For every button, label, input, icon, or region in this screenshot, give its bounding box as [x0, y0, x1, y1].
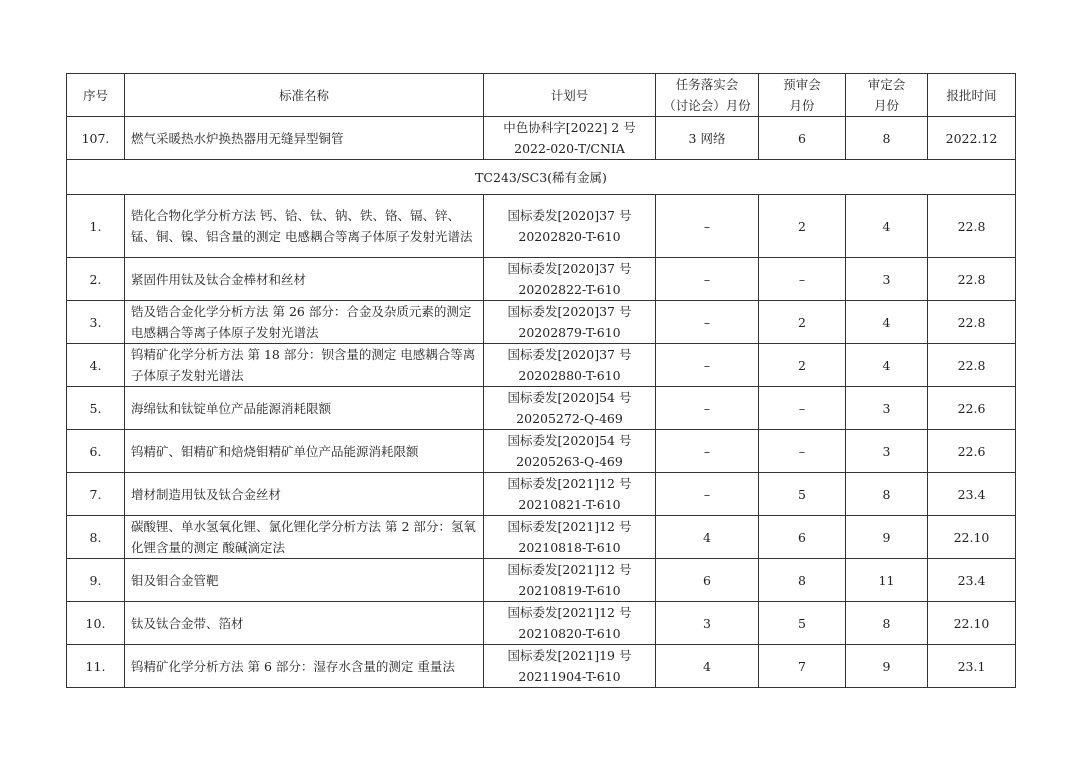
row-seq: 3.: [67, 301, 125, 344]
row-report-time: 2022.12: [928, 117, 1016, 160]
row-final-review-month: 9: [846, 645, 928, 688]
row-report-time: 22.10: [928, 516, 1016, 559]
row-task-month: –: [656, 258, 759, 301]
plan-doc: 国标委发[2020]37 号: [507, 208, 632, 223]
table-row: [67, 258, 1016, 301]
header-final-review-month: 审定会 月份: [846, 74, 928, 117]
row-plan-number: [484, 387, 656, 430]
plan-doc: 国标委发[2020]54 号: [507, 433, 632, 448]
row-task-month: 4: [656, 516, 759, 559]
row-standard-name: 钛及钛合金带、箔材: [125, 602, 484, 645]
row-final-review-month: 11: [846, 559, 928, 602]
plan-code: 2022-020-T/CNIA: [514, 141, 625, 156]
plan-code: 20210819-T-610: [518, 583, 621, 598]
table-row: [67, 387, 1016, 430]
plan-code: 20210821-T-610: [518, 497, 621, 512]
table-row: [67, 602, 1016, 645]
plan-code: 20211904-T-610: [518, 669, 621, 684]
plan-doc: 国标委发[2020]37 号: [507, 347, 632, 362]
row-report-time: 22.10: [928, 602, 1016, 645]
row-final-review-month: 4: [846, 301, 928, 344]
row-report-time: 22.6: [928, 430, 1016, 473]
row-standard-name: 紧固件用钛及钛合金棒材和丝材: [125, 258, 484, 301]
row-task-month: –: [656, 473, 759, 516]
row-standard-name: 燃气采暖热水炉换热器用无缝异型铜管: [125, 117, 484, 160]
row-task-month: –: [656, 344, 759, 387]
row-standard-name: 增材制造用钛及钛合金丝材: [125, 473, 484, 516]
row-plan-number: [484, 117, 656, 160]
table-row: [67, 344, 1016, 387]
plan-doc: 国标委发[2021]12 号: [507, 562, 632, 577]
row-plan-number: [484, 645, 656, 688]
row-pre-review-month: 7: [759, 645, 846, 688]
row-seq: 1.: [67, 195, 125, 258]
header-name: 标准名称: [125, 74, 484, 117]
row-report-time: 22.8: [928, 195, 1016, 258]
row-plan-number: [484, 195, 656, 258]
row-plan-number: [484, 301, 656, 344]
row-report-time: 23.1: [928, 645, 1016, 688]
row-task-month: 4: [656, 645, 759, 688]
row-standard-name: 锆及锆合金化学分析方法 第 26 部分：合金及杂质元素的测定 电感耦合等离子体原子发射光谱法: [125, 301, 484, 344]
plan-code: 20202880-T-610: [518, 368, 621, 383]
row-report-time: 22.8: [928, 344, 1016, 387]
row-plan-number: [484, 559, 656, 602]
row-seq: 10.: [67, 602, 125, 645]
row-standard-name: 钨精矿化学分析方法 第 6 部分：湿存水含量的测定 重量法: [125, 645, 484, 688]
row-task-month: 3: [656, 602, 759, 645]
row-plan-number: [484, 516, 656, 559]
row-report-time: 22.6: [928, 387, 1016, 430]
row-plan-number: [484, 258, 656, 301]
header-row: [67, 74, 1016, 117]
row-task-month: 3 网络: [656, 117, 759, 160]
row-pre-review-month: 5: [759, 473, 846, 516]
table-row: [67, 645, 1016, 688]
row-final-review-month: 4: [846, 344, 928, 387]
table-row: [67, 195, 1016, 258]
plan-code: 20210820-T-610: [518, 626, 621, 641]
row-standard-name: 钼及钼合金管靶: [125, 559, 484, 602]
table-row: [67, 473, 1016, 516]
row-final-review-month: 8: [846, 602, 928, 645]
plan-doc: 国标委发[2020]37 号: [507, 261, 632, 276]
row-final-review-month: 8: [846, 117, 928, 160]
row-standard-name: 钨精矿化学分析方法 第 18 部分：钡含量的测定 电感耦合等离子体原子发射光谱法: [125, 344, 484, 387]
row-pre-review-month: –: [759, 430, 846, 473]
row-task-month: 6: [656, 559, 759, 602]
row-seq: 11.: [67, 645, 125, 688]
row-plan-number: [484, 344, 656, 387]
section-title: TC243/SC3(稀有金属): [67, 160, 1016, 195]
row-task-month: –: [656, 195, 759, 258]
row-final-review-month: 9: [846, 516, 928, 559]
header-report-time: 报批时间: [928, 74, 1016, 117]
plan-code: 20210818-T-610: [518, 540, 621, 555]
row-standard-name: 碳酸锂、单水氢氧化锂、氯化锂化学分析方法 第 2 部分：氢氧化锂含量的测定 酸碱滴定法: [125, 516, 484, 559]
header-task-month: 任务落实会 （讨论会）月份: [656, 74, 759, 117]
row-report-time: 23.4: [928, 473, 1016, 516]
row-pre-review-month: 5: [759, 602, 846, 645]
row-plan-number: [484, 602, 656, 645]
row-report-time: 22.8: [928, 258, 1016, 301]
row-final-review-month: 3: [846, 258, 928, 301]
header-pre-review-month: 预审会 月份: [759, 74, 846, 117]
row-plan-number: [484, 430, 656, 473]
row-pre-review-month: 2: [759, 301, 846, 344]
row-seq: 8.: [67, 516, 125, 559]
header-seq: 序号: [67, 74, 125, 117]
plan-doc: 国标委发[2020]37 号: [507, 304, 632, 319]
plan-doc: 国标委发[2020]54 号: [507, 390, 632, 405]
row-seq: 4.: [67, 344, 125, 387]
row-report-time: 23.4: [928, 559, 1016, 602]
header-plan: 计划号: [484, 74, 656, 117]
plan-code: 20202820-T-610: [518, 229, 621, 244]
row-task-month: –: [656, 301, 759, 344]
plan-code: 20205263-Q-469: [516, 454, 623, 469]
plan-code: 20202879-T-610: [518, 325, 621, 340]
row-seq: 5.: [67, 387, 125, 430]
row-standard-name: 锆化合物化学分析方法 钙、铪、钛、钠、铁、铬、镉、锌、锰、铜、镍、铝含量的测定 电感耦合等离子体原子发射光谱法: [125, 195, 484, 258]
row-seq: 6.: [67, 430, 125, 473]
section-row: [67, 160, 1016, 195]
row-final-review-month: 8: [846, 473, 928, 516]
plan-code: 20205272-Q-469: [516, 411, 623, 426]
row-pre-review-month: 2: [759, 344, 846, 387]
plan-doc: 国标委发[2021]19 号: [507, 648, 632, 663]
standards-table: [66, 73, 1016, 688]
table-row: [67, 430, 1016, 473]
row-seq: 107.: [67, 117, 125, 160]
row-seq: 9.: [67, 559, 125, 602]
table-row: [67, 117, 1016, 160]
row-task-month: –: [656, 430, 759, 473]
row-pre-review-month: 8: [759, 559, 846, 602]
plan-doc: 国标委发[2021]12 号: [507, 519, 632, 534]
row-pre-review-month: –: [759, 258, 846, 301]
row-pre-review-month: 2: [759, 195, 846, 258]
table-row: [67, 301, 1016, 344]
table-row: [67, 516, 1016, 559]
row-standard-name: 钨精矿、钼精矿和焙烧钼精矿单位产品能源消耗限额: [125, 430, 484, 473]
plan-doc: 中色协科字[2022] 2 号: [503, 120, 636, 135]
row-standard-name: 海绵钛和钛锭单位产品能源消耗限额: [125, 387, 484, 430]
plan-doc: 国标委发[2021]12 号: [507, 605, 632, 620]
row-plan-number: [484, 473, 656, 516]
row-final-review-month: 4: [846, 195, 928, 258]
table-row: [67, 559, 1016, 602]
row-task-month: –: [656, 387, 759, 430]
row-pre-review-month: –: [759, 387, 846, 430]
row-seq: 7.: [67, 473, 125, 516]
row-final-review-month: 3: [846, 387, 928, 430]
plan-code: 20202822-T-610: [518, 282, 621, 297]
row-pre-review-month: 6: [759, 516, 846, 559]
row-final-review-month: 3: [846, 430, 928, 473]
row-seq: 2.: [67, 258, 125, 301]
row-report-time: 22.8: [928, 301, 1016, 344]
row-pre-review-month: 6: [759, 117, 846, 160]
plan-doc: 国标委发[2021]12 号: [507, 476, 632, 491]
